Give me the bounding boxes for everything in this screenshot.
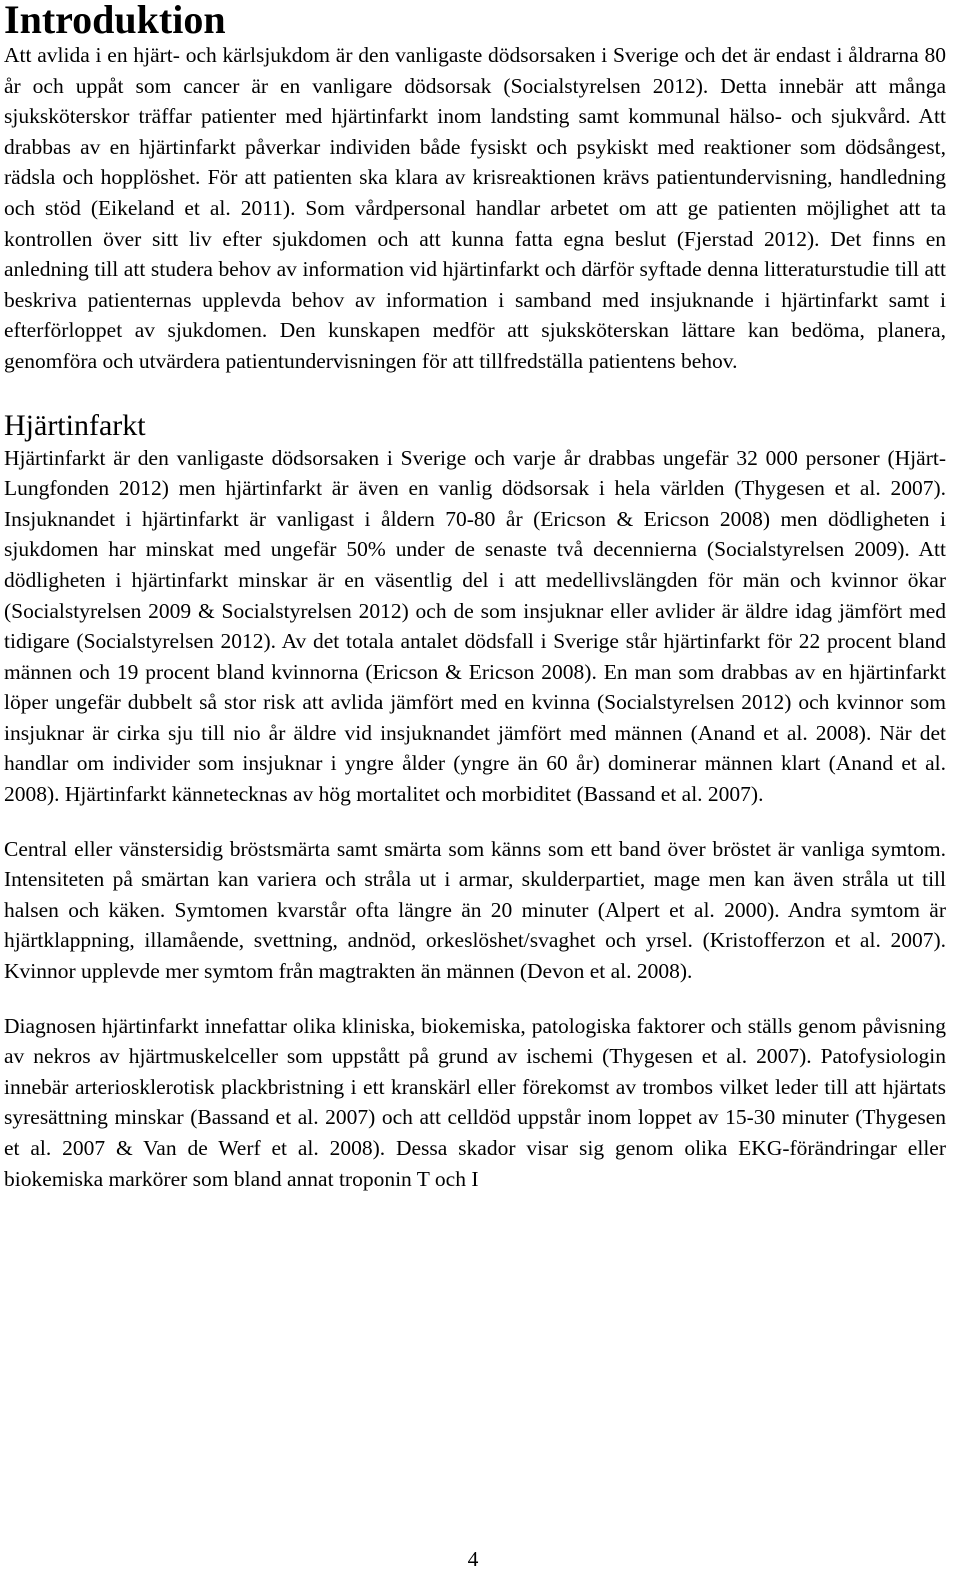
section-heading-introduktion: Introduktion [4, 0, 226, 42]
paragraph-hjartinfarkt-2: Central eller vänstersidig bröstsmärta samt smärta som känns som ett band över bröstet är vanliga symtom. Intensiteten på smärtan kan variera och stråla ut i armar, skulderpartiet, mage men kan även stråla ut till halsen och käken. Symtomen kvarstår ofta längre än 20 minuter (Alpert et al. 2000). Andra symtom är hjärtklappning, illamående, svettning, andnöd, orkeslöshet/svaghet och yrsel. (Kristofferzon et al. 2007). Kvinnor upplevde mer symtom från magtrakten än männen (Devon et al. 2008). [4, 836, 946, 984]
paragraph-introduktion: Att avlida i en hjärt- och kärlsjukdom är den vanligaste dödsorsaken i Sverige och det är endast i åldrarna 80 år och uppåt som cancer är en vanligare dödsorsak (Socialstyrelsen 2012). Detta innebär att många sjuksköterskor träffar patienter med hjärtinfarkt inom landsting samt kommunal hälso- och sjukvård. Att drabbas av en hjärtinfarkt påverkar individen både fysiskt och psykiskt med reaktioner som dödsångest, rädsla och hopplöshet. För att patienten ska klara av krisreaktionen krävs patientundervisning, handledning och stöd (Eikeland et al. 2011). Som vårdpersonal handlar arbetet om att ge patienten möjlighet att ta kontrollen över sitt liv efter sjukdomen och att kunna fatta egna beslut (Fjerstad 2012). Det finns en anledning till att studera behov av information vid hjärtinfarkt och därför syftade denna litteraturstudie till att beskriva patienternas upplevda behov av information i samband med insjuknande i hjärtinfarkt samt i efterförloppet av sjukdomen. Den kunskapen medför att sjuksköterskan lättare kan bedöma, planera, genomföra och utvärdera patientundervisningen för att tillfredställa patientens behov. [4, 43, 946, 373]
paragraph-hjartinfarkt-1: Hjärtinfarkt är den vanligaste dödsorsaken i Sverige och varje år drabbas ungefär 32 000 personer (Hjärt- Lungfonden 2012) men hjärtinfarkt är även en vanlig dödsorsak i hela världen (Thygesen et al. 2007). Insjuknandet i hjärtinfarkt är vanligast i åldern 70-80 år (Ericson & Ericson 2008) men dödligheten i sjukdomen har minskat med ungefär 50% under de senaste två decennierna (Socialstyrelsen 2009). Att dödligheten i hjärtinfarkt minskar är en väsentlig del i att medellivslängden för män och kvinnor ökar (Socialstyrelsen 2009 & Socialstyrelsen 2012) och de som insjuknar eller avlider är äldre idag jämfört med tidigare (Socialstyrelsen 2012). Av det totala antalet dödsfall i Sverige står hjärtinfarkt för 22 procent bland männen och 19 procent bland kvinnorna (Ericson & Ericson 2008). En man som drabbas av en hjärtinfarkt löper ungefär dubbelt så stor risk att avlida jämfört med en kvinna (Socialstyrelsen 2012) och kvinnor som insjuknar är cirka sju till nio år äldre vid insjuknandet jämfört med männen (Anand et al. 2008). När det handlar om individer som insjuknar i yngre ålder (yngre än 60 år) dominerar männen klart (Anand et al. 2008). Hjärtinfarkt kännetecknas av hög mortalitet och morbiditet (Bassand et al. 2007). [4, 445, 946, 807]
section-heading-hjartinfarkt: Hjärtinfarkt [4, 408, 146, 442]
document-page [4, 0, 946, 1194]
paragraph-spacer [4, 810, 946, 834]
section-spacer [4, 377, 946, 409]
page-number: 4 [467, 1547, 479, 1571]
paragraph-hjartinfarkt-3: Diagnosen hjärtinfarkt innefattar olika kliniska, biokemiska, patologiska faktorer och ställs genom påvisning av nekros av hjärtmuskelceller som uppstått på grund av ischemi (Thygesen et al. 2007). Patofysiologin innebär arteriosklerotisk plackbristning i ett kranskärl eller förekomst av trombos vilket leder till att hjärtats syresättning minskar (Bassand et al. 2007) och att celldöd uppstår inom loppet av 15-30 minuter (Thygesen et al. 2007 & Van de Werf et al. 2008). Dessa skador visar sig genom olika EKG-förändringar eller biokemiska markörer som bland annat troponin T och I [4, 1013, 946, 1191]
paragraph-spacer [4, 987, 946, 1011]
